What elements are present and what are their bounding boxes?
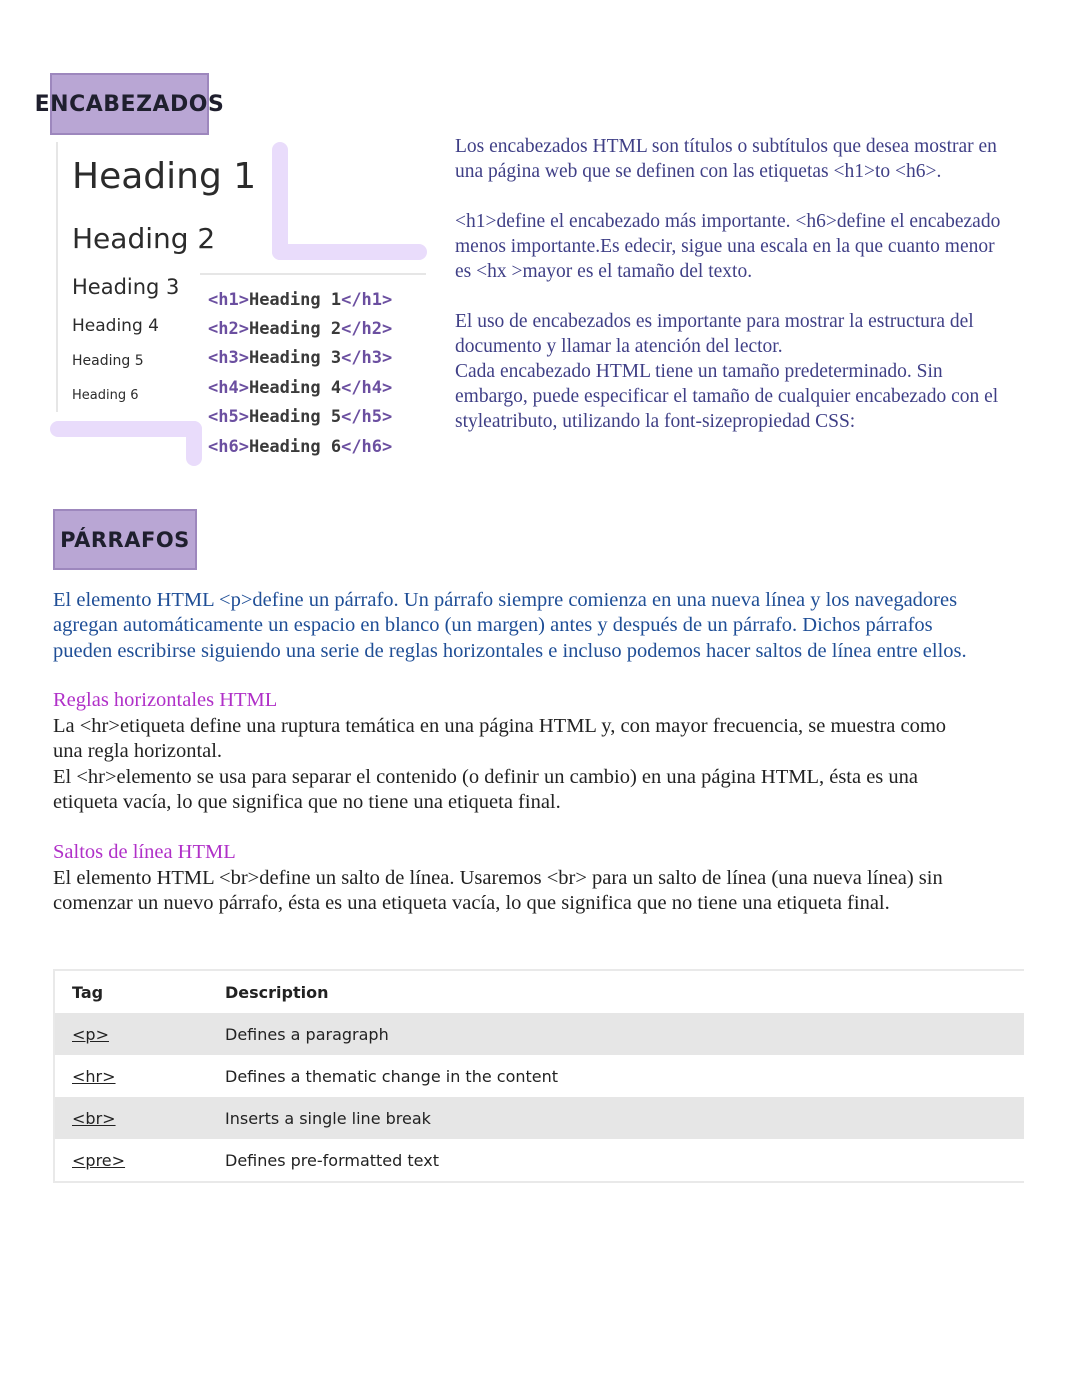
code-line-h3: <h3>Heading 3</h3>	[208, 348, 393, 368]
heading-demo-3: Heading 3	[72, 275, 180, 299]
code-line-h5: <h5>Heading 5</h5>	[208, 407, 393, 427]
decorative-bracket-bottom	[50, 421, 202, 437]
code-line-h2: <h2>Heading 2</h2>	[208, 319, 393, 339]
decorative-bracket-horizontal	[272, 244, 427, 260]
table-row	[54, 1055, 1024, 1097]
decorative-bracket-bottom-drop	[186, 421, 202, 466]
table-cell-description: Defines a paragraph	[225, 1024, 389, 1044]
intro-paragraph-3: El uso de encabezados es importante para mostrar la estructura del documento y llamar la atención del lector. Cada encabezado HTML tiene un tamaño predeterminado. Sin embargo, puede especificar el tamaño de cualquier encabezado con el styleatributo, utilizando la font-sizepropiedad CSS:	[455, 311, 999, 432]
intro-paragraph-2: <h1>define el encabezado más importante. <h6>define el encabezado menos importante.Es edecir, sigue una escala en la que cuanto menor es <hx >mayor es el tamaño del texto.	[455, 211, 1001, 282]
code-line-h4: <h4>Heading 4</h4>	[208, 378, 393, 398]
table-cell-description: Inserts a single line break	[225, 1108, 431, 1128]
decorative-bracket-vertical	[272, 142, 288, 260]
code-line-h1: <h1>Heading 1</h1>	[208, 290, 393, 310]
encabezados-section-label: ENCABEZADOS	[50, 73, 209, 135]
table-row	[54, 1013, 1024, 1055]
saltos-text: El elemento HTML <br>define un salto de línea. Usaremos <br> para un salto de línea (una nueva línea) sin comenzar un nuevo párrafo, ésta es una etiqueta vacía, lo que significa que no tiene una etiqueta final.	[53, 867, 943, 915]
saltos-heading: Saltos de línea HTML	[53, 841, 236, 863]
heading-demo-4: Heading 4	[72, 316, 159, 336]
reglas-heading: Reglas horizontales HTML	[53, 689, 278, 711]
tag-reference-table	[53, 969, 1024, 1183]
table-cell-description: Defines pre-formatted text	[225, 1150, 439, 1170]
table-cell-tag-link[interactable]: <br>	[72, 1108, 116, 1128]
table-header-row	[54, 970, 1024, 1013]
table-cell-tag-link[interactable]: <hr>	[72, 1066, 116, 1086]
table-header-tag: Tag	[72, 982, 104, 1002]
heading-demo-border	[56, 142, 58, 412]
encabezados-description	[455, 134, 1015, 459]
heading-demo-5: Heading 5	[72, 353, 144, 369]
code-line-h6: <h6>Heading 6</h6>	[208, 437, 393, 457]
table-row	[54, 1139, 1024, 1182]
heading-demo-6: Heading 6	[72, 388, 139, 403]
table-cell-tag-link[interactable]: <pre>	[72, 1150, 126, 1170]
parrafos-section-label: PÁRRAFOS	[53, 509, 197, 570]
table-row	[54, 1097, 1024, 1139]
heading-demo-1: Heading 1	[72, 156, 257, 197]
table-cell-description: Defines a thematic change in the content	[225, 1066, 559, 1086]
table-header-description: Description	[225, 982, 329, 1002]
code-block-border	[200, 273, 426, 275]
table-cell-tag-link[interactable]: <p>	[72, 1024, 109, 1044]
heading-demo-2: Heading 2	[72, 222, 216, 255]
reglas-text: La <hr>etiqueta define una ruptura temática en una página HTML y, con mayor frecuencia, se muestra como una regla horizontal. El <hr>elemento se usa para separar el contenido (o definir un cambio) en una página HTML, ésta es una etiqueta vacía, lo que significa que no tiene una etiqueta final.	[53, 715, 947, 813]
intro-paragraph-1: Los encabezados HTML son títulos o subtítulos que desea mostrar en una página web que se definen con las etiquetas <h1>to <h6>.	[455, 136, 997, 182]
parrafos-description: El elemento HTML <p>define un párrafo. Un párrafo siempre comienza en una nueva línea y los navegadores agregan automáticamente un espacio en blanco (un margen) antes y después de un párrafo. Dichos párrafos pueden escribirse siguiendo una serie de reglas horizontales e incluso podemos hacer saltos de línea entre ellos.	[53, 589, 967, 662]
